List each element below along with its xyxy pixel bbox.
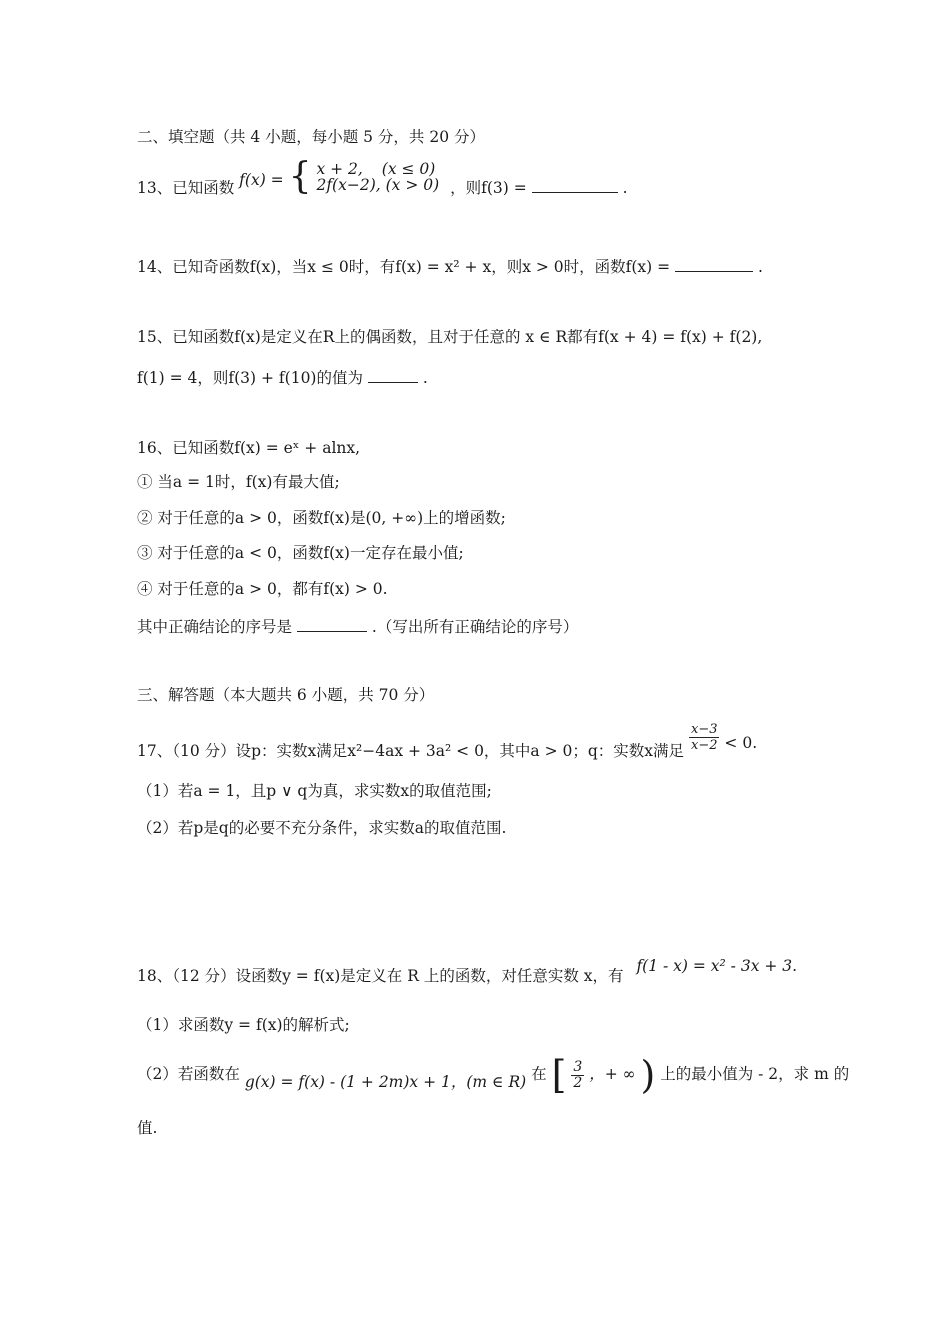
question-18-stem <box>137 957 798 985</box>
q13-case2-expr: 2f(x−2), <box>316 176 381 194</box>
q18-part2-in: 在 <box>531 1065 547 1083</box>
question-17-stem <box>137 722 758 760</box>
q18-interval-rest: ，+ ∞ <box>589 1065 636 1083</box>
q14-end: . <box>758 258 763 276</box>
q18-part-2 <box>137 1053 850 1097</box>
q13-answer-blank <box>532 178 618 193</box>
question-15-line1: 15、已知函数f(x)是定义在R上的偶函数，且对于任意的 x ∈ R都有f(x + 4) = f(x) + f(2), <box>137 328 763 346</box>
q16-option-3: ③ 对于任意的a < 0，函数f(x)一定存在最小值; <box>137 544 464 562</box>
q17-frac-den: x−2 <box>690 738 718 753</box>
q18-stem-formula: f(1 - x) = x² - 3x + 3. <box>636 957 798 975</box>
q18-part2-b: 上的最小值为 - 2，求 m 的 <box>660 1065 850 1083</box>
question-15-line2 <box>137 368 428 388</box>
q14-text: 14、已知奇函数f(x)，当x ≤ 0时，有f(x) = x² + x，则x > 0时，函数f(x) = <box>137 258 671 276</box>
q18-part-1: （1）求函数y = f(x)的解析式; <box>137 1016 350 1034</box>
section-heading-solutions: 三、解答题（本大题共 6 小题，共 70 分） <box>137 686 435 704</box>
q17-frac-num: x−3 <box>690 722 718 737</box>
q13-piecewise: { x + 2, (x ≤ 0) 2f(x−2), (x > 0) <box>288 156 440 197</box>
q15-end: . <box>422 369 428 387</box>
q16-option-2: ② 对于任意的a > 0，函数f(x)是(0, +∞)上的增函数; <box>137 509 506 527</box>
q17-part-2: （2）若p是q的必要不充分条件，求实数a的取值范围. <box>137 819 507 837</box>
question-13 <box>137 156 628 197</box>
q16-ask-suffix: .（写出所有正确结论的序号） <box>371 618 579 636</box>
q13-end: . <box>622 179 628 197</box>
q16-option-1: ① 当a = 1时，f(x)有最大值; <box>137 473 340 491</box>
q18-interval-num: 3 <box>573 1058 583 1075</box>
q17-part-1: （1）若a = 1，且p ∨ q为真，求实数x的取值范围; <box>137 782 492 800</box>
q17-stem-a: 17、（10 分）设p：实数x满足x²−4ax + 3a² < 0，其中a > 0；q：实数x满足 <box>137 741 685 760</box>
q16-option-4: ④ 对于任意的a > 0，都有f(x) > 0. <box>137 580 388 598</box>
q18-part-2-continued: 值. <box>137 1119 158 1137</box>
q18-interval: [ $\frac{3}{2}$ ，+ ∞ ) <box>551 1053 656 1097</box>
q18-interval-den: 2 <box>573 1074 583 1091</box>
question-14 <box>137 257 763 277</box>
q13-case1-cond: (x ≤ 0) <box>381 160 436 178</box>
question-16-stem: 16、已知函数f(x) = eˣ + alnx, <box>137 439 361 457</box>
q13-fx: f(x) = <box>239 171 284 189</box>
q14-answer-blank <box>675 257 753 272</box>
q16-answer-blank <box>297 617 367 632</box>
q13-prefix: 13、已知函数 <box>137 179 235 197</box>
section-heading-fill-blank: 二、填空题（共 4 小题，每小题 5 分，共 20 分） <box>137 128 486 146</box>
q16-ask <box>137 617 578 637</box>
q15-line2-text: f(1) = 4，则f(3) + f(10)的值为 <box>137 369 363 387</box>
q13-case2-cond: (x > 0) <box>385 176 440 194</box>
q13-case1-expr: x + 2, <box>316 160 363 178</box>
q17-fraction <box>689 722 720 753</box>
q15-answer-blank <box>368 368 418 383</box>
q13-ask: ，则f(3) = <box>450 179 527 197</box>
q18-part2-a: （2）若函数在 <box>137 1065 240 1083</box>
q17-stem-b: < 0. <box>724 733 758 752</box>
q18-stem: 18、（12 分）设函数y = f(x)是定义在 R 上的函数，对任意实数 x，有 <box>137 967 624 985</box>
q18-part2-formula: g(x) = f(x) - (1 + 2m)x + 1，(m ∈ R) <box>244 1073 527 1091</box>
q16-ask-prefix: 其中正确结论的序号是 <box>137 618 293 636</box>
